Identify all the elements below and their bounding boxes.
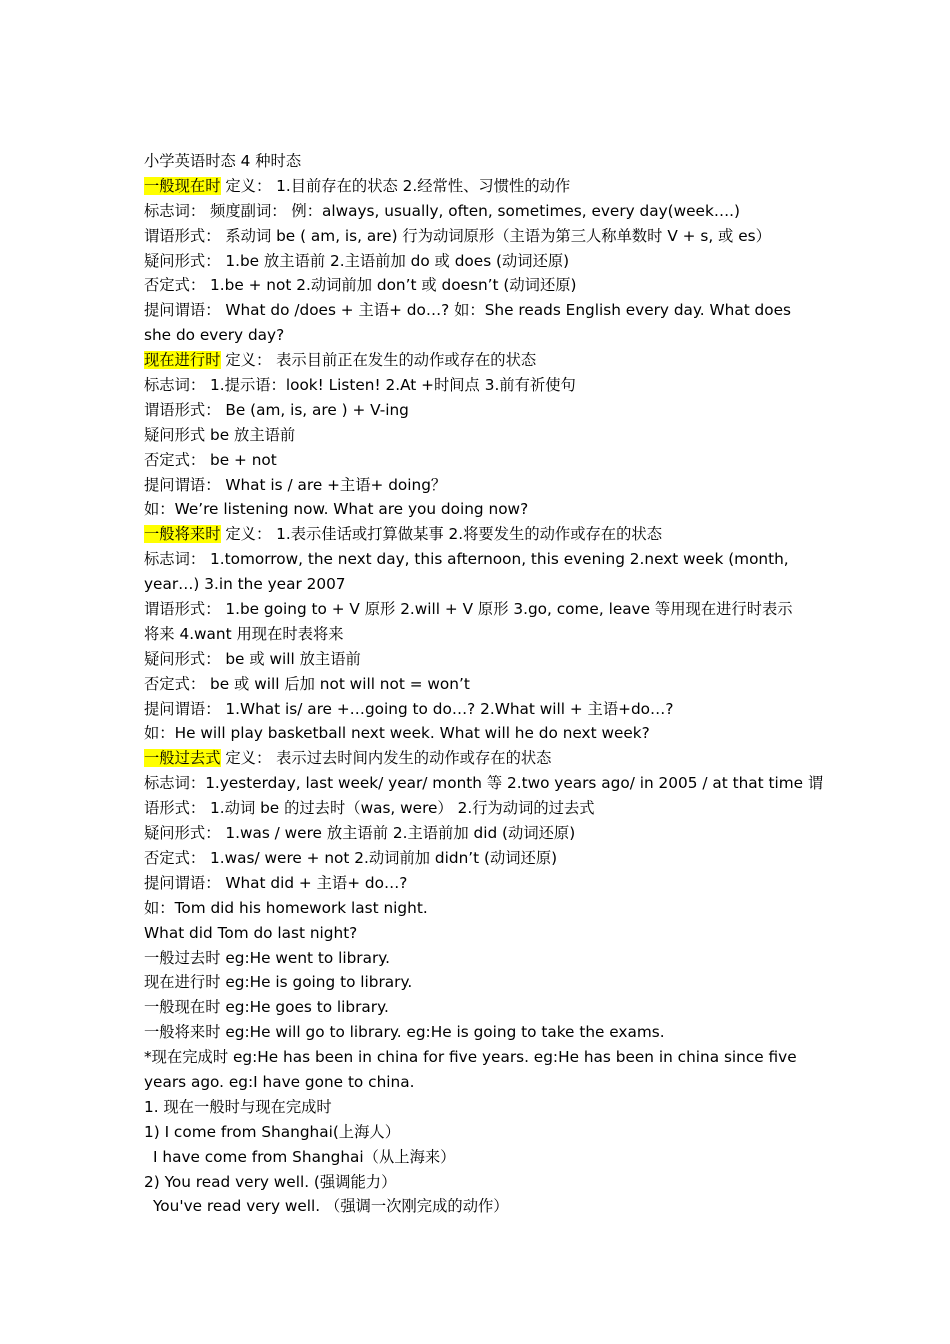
comparison-item: You've read very well. （强调一次刚完成的动作） <box>153 1197 509 1216</box>
text-line: 疑问形式 be 放主语前 <box>144 425 296 444</box>
section-heading <box>144 746 814 771</box>
definition-text: 定义： 表示目前正在发生的动作或存在的状态 <box>220 351 537 370</box>
document-title: 小学英语时态 4 种时态 <box>144 152 302 170</box>
text-line: 否定式： be + not <box>144 450 277 469</box>
text-line: 谓语形式： 系动词 be ( am, is, are) 行为动词原形（主语为第三人称单数时 V + s, 或 es） <box>144 226 771 245</box>
text-line: 否定式： 1.was/ were + not 2.动词前加 didn’t (动词还原) <box>144 848 558 867</box>
text-line: 谓语形式： Be (am, is, are ) + V-ing <box>144 400 409 419</box>
text-line: 疑问形式： 1.be 放主语前 2.主语前加 do 或 does (动词还原) <box>144 251 570 270</box>
highlighted-tense-name: 一般过去式 <box>144 749 221 768</box>
text-line: 否定式： be 或 will 后加 not will not = won’t <box>144 674 470 693</box>
example-line: 一般过去时 eg:He went to library. <box>144 948 390 967</box>
example-line: years ago. eg:I have gone to china. <box>144 1072 415 1091</box>
section-heading <box>144 174 814 199</box>
text-line: 标志词： 1.提示语：look! Listen! 2.At +时间点 3.前有祈使句 <box>144 376 576 395</box>
text-line: 标志词：1.yesterday, last week/ year/ month 等 2.two years ago/ in 2005 / at that time 谓 <box>144 774 824 793</box>
text-line: 提问谓语： What is / are +主语+ doing？ <box>144 475 447 494</box>
text-line: 标志词： 频度副词： 例：always, usually, often, sometimes, every day(week….) <box>144 201 740 220</box>
text-line: she do every day? <box>144 326 285 345</box>
example-line: 一般将来时 eg:He will go to library. eg:He is going to take the exams. <box>144 1023 665 1042</box>
comparison-item: 1) I come from Shanghai(上海人） <box>144 1122 400 1141</box>
comparison-item: I have come from Shanghai（从上海来） <box>153 1147 456 1166</box>
text-line: 语形式： 1.动词 be 的过去时（was, were） 2.行为动词的过去式 <box>144 799 595 818</box>
definition-text: 定义： 1.目前存在的状态 2.经常性、习惯性的动作 <box>220 176 571 195</box>
text-line: 提问谓语： 1.What is/ are +…going to do…? 2.What will + 主语+do…? <box>144 699 674 718</box>
comparison-item: 2) You read very well. (强调能力） <box>144 1172 397 1191</box>
definition-text: 定义： 表示过去时间内发生的动作或存在的状态 <box>220 749 552 768</box>
text-line: year…) 3.in the year 2007 <box>144 575 346 594</box>
text-line: 如：He will play basketball next week. What will he do next week? <box>144 724 650 743</box>
example-line: 现在进行时 eg:He is going to library. <box>144 973 413 992</box>
highlighted-tense-name: 一般现在时 <box>144 176 221 195</box>
example-line: *现在完成时 eg:He has been in china for five years. eg:He has been in china since five <box>144 1048 797 1067</box>
comparison-heading: 1. 现在一般时与现在完成时 <box>144 1097 332 1116</box>
highlighted-tense-name: 现在进行时 <box>144 351 221 370</box>
section-heading <box>144 522 814 547</box>
text-line: 谓语形式： 1.be going to + V 原形 2.will + V 原形 3.go, come, leave 等用现在进行时表示 <box>144 600 793 619</box>
text-line: 否定式： 1.be + not 2.动词前加 don’t 或 doesn’t (动词还原) <box>144 276 577 295</box>
text-line: 将来 4.want 用现在时表将来 <box>144 624 344 643</box>
text-line: 提问谓语： What did + 主语+ do…? <box>144 873 408 892</box>
text-line: 提问谓语： What do /does + 主语+ do…? 如：She reads English every day. What does <box>144 301 792 320</box>
section-heading <box>144 348 814 373</box>
text-line: What did Tom do last night? <box>144 923 358 942</box>
definition-text: 定义： 1.表示佳话或打算做某事 2.将要发生的动作或存在的状态 <box>220 525 662 544</box>
text-line: 疑问形式： be 或 will 放主语前 <box>144 649 361 668</box>
text-line: 如：Tom did his homework last night. <box>144 898 428 917</box>
text-line: 如：We’re listening now. What are you doing now? <box>144 500 529 519</box>
text-line: 疑问形式： 1.was / were 放主语前 2.主语前加 did (动词还原) <box>144 824 576 843</box>
example-line: 一般现在时 eg:He goes to library. <box>144 998 389 1017</box>
document-page <box>144 149 824 1219</box>
text-line: 标志词： 1.tomorrow, the next day, this afternoon, this evening 2.next week (month, <box>144 550 789 569</box>
highlighted-tense-name: 一般将来时 <box>144 525 221 544</box>
